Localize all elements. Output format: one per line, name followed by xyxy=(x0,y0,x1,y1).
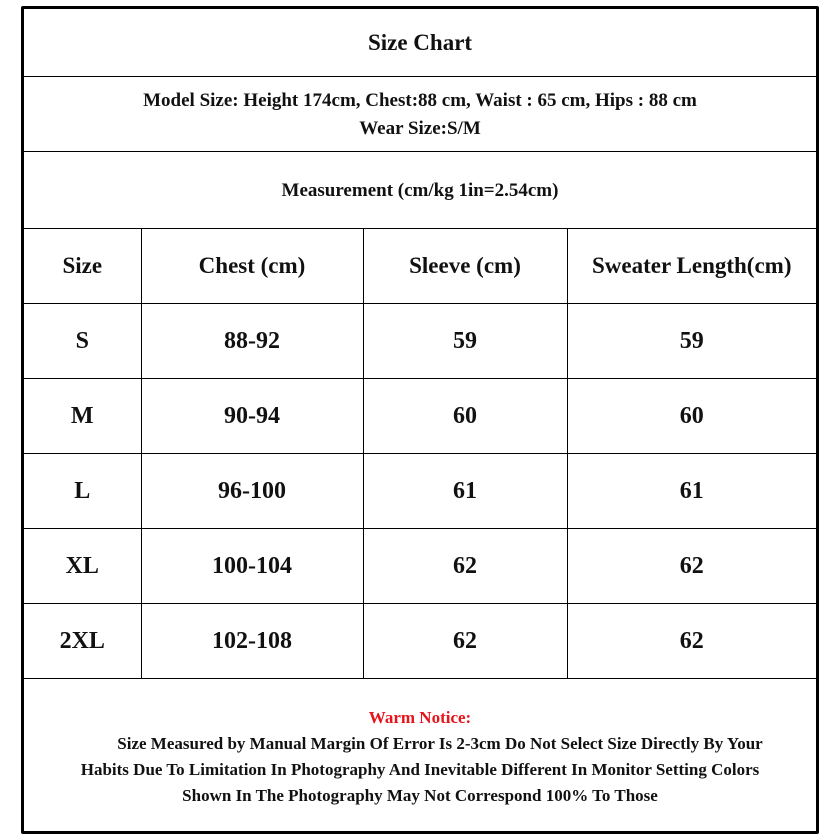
warm-notice xyxy=(24,679,816,831)
cell-size: L xyxy=(24,454,141,529)
size-chart-frame xyxy=(21,6,819,834)
cell-chest: 96-100 xyxy=(141,454,363,529)
model-info xyxy=(24,77,816,152)
notice-line: Size Measured by Manual Margin Of Error Is 2-3cm Do Not Select Size Directly By Your xyxy=(117,734,763,753)
header-size: Size xyxy=(24,229,141,304)
cell-sleeve: 61 xyxy=(363,454,567,529)
cell-sleeve: 59 xyxy=(363,304,567,379)
model-measurements: Model Size: Height 174cm, Chest:88 cm, Waist : 65 cm, Hips : 88 cm xyxy=(143,90,697,111)
cell-length: 59 xyxy=(567,304,816,379)
table-row xyxy=(24,379,816,454)
cell-size: M xyxy=(24,379,141,454)
cell-sleeve: 62 xyxy=(363,529,567,604)
cell-chest: 100-104 xyxy=(141,529,363,604)
chart-title xyxy=(24,9,816,77)
cell-chest: 88-92 xyxy=(141,304,363,379)
cell-sleeve: 62 xyxy=(363,604,567,679)
notice-line: Habits Due To Limitation In Photography And Inevitable Different In Monitor Setting Colors xyxy=(80,760,760,779)
cell-chest: 90-94 xyxy=(141,379,363,454)
table-row xyxy=(24,604,816,679)
measurement-note xyxy=(24,153,816,229)
chart-title-text: Size Chart xyxy=(367,29,473,55)
table-header-row xyxy=(24,229,816,304)
cell-size: S xyxy=(24,304,141,379)
cell-length: 62 xyxy=(567,529,816,604)
cell-size: 2XL xyxy=(24,604,141,679)
table-row xyxy=(24,529,816,604)
size-table xyxy=(24,229,816,679)
notice-line: Shown In The Photography May Not Correspond 100% To Those xyxy=(182,786,658,805)
table-row xyxy=(24,454,816,529)
model-wear-size: Wear Size:S/M xyxy=(359,118,481,139)
cell-sleeve: 60 xyxy=(363,379,567,454)
cell-length: 62 xyxy=(567,604,816,679)
header-sleeve: Sleeve (cm) xyxy=(363,229,567,304)
header-chest: Chest (cm) xyxy=(141,229,363,304)
header-length: Sweater Length(cm) xyxy=(567,229,816,304)
cell-length: 60 xyxy=(567,379,816,454)
measurement-note-text: Measurement (cm/kg 1in=2.54cm) xyxy=(281,179,559,201)
notice-heading: Warm Notice: xyxy=(368,708,472,727)
cell-size: XL xyxy=(24,529,141,604)
cell-chest: 102-108 xyxy=(141,604,363,679)
table-row xyxy=(24,304,816,379)
cell-length: 61 xyxy=(567,454,816,529)
